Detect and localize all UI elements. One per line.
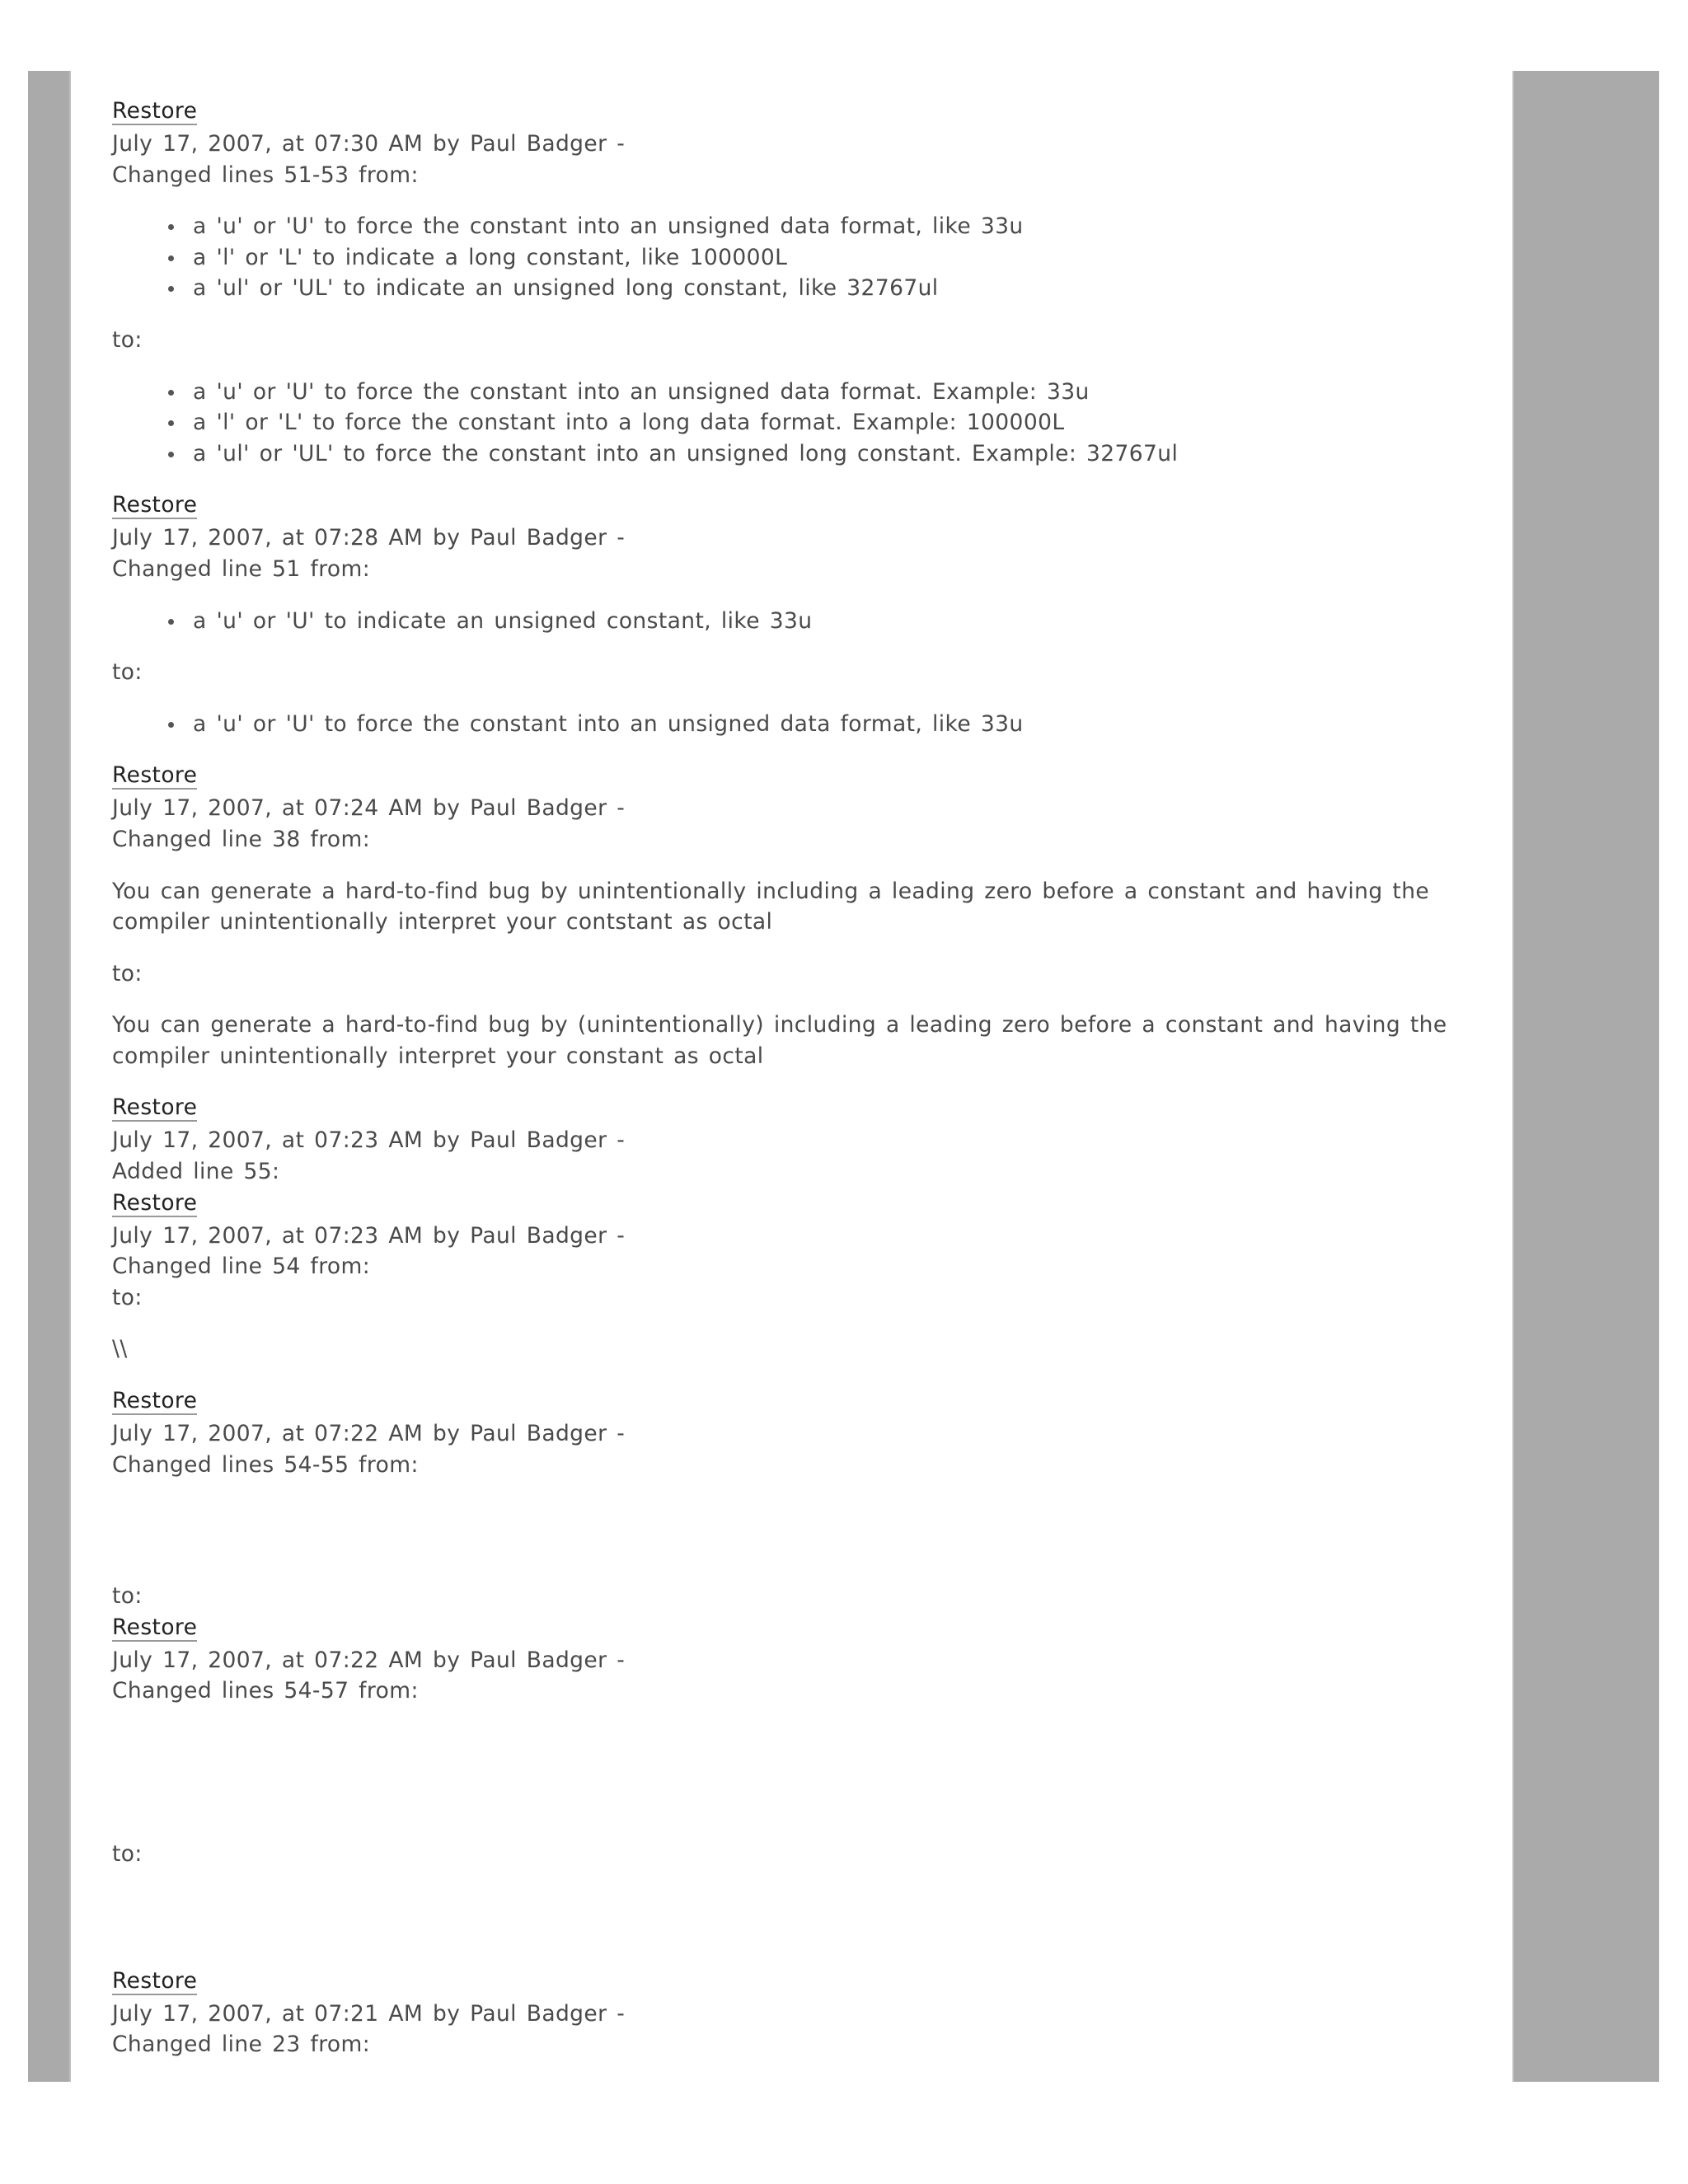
change-description: Changed line 23 from: [112,2032,371,2058]
history-entry [112,96,1464,469]
history-entry [112,1385,1464,1612]
empty-diff-block [112,1707,1464,1839]
change-description: Changed line 38 from: [112,826,371,852]
diff-to-list [112,377,1464,470]
restore-link[interactable]: Restore [112,762,198,789]
list-item: a 'l' or 'L' to indicate a long constant, like 100000L [193,242,1464,274]
history-entry [112,1092,1464,1187]
to-label: to: [112,1583,143,1610]
entry-meta: July 17, 2007, at 07:23 AM by Paul Badger - [112,1127,626,1154]
change-description: Changed line 51 from: [112,555,371,582]
restore-link[interactable]: Restore [112,492,198,518]
restore-link[interactable]: Restore [112,1967,198,1994]
change-description: Changed line 54 from: [112,1254,371,1280]
entry-meta: July 17, 2007, at 07:22 AM by Paul Badger - [112,1421,626,1447]
restore-link[interactable]: Restore [112,1094,198,1121]
to-label: to: [112,659,143,686]
history-entry [112,1188,1464,1365]
empty-diff-block [112,1870,1464,1966]
list-item: a 'u' or 'U' to force the constant into an unsigned data format. Example: 33u [193,377,1464,408]
diff-to-text: You can generate a hard-to-find bug by (unintentionally) including a leading zero before a constant and having the compiler unintentionally interpret your constant as octal [112,1012,1447,1069]
entry-meta: July 17, 2007, at 07:22 AM by Paul Badger - [112,1647,626,1673]
entry-meta: July 17, 2007, at 07:30 AM by Paul Badger - [112,131,626,157]
restore-link[interactable]: Restore [112,1388,198,1414]
empty-diff-block [112,1480,1464,1581]
history-entry [112,760,1464,1071]
right-rail [1512,71,1659,2082]
list-item: a 'l' or 'L' to force the constant into a long data format. Example: 100000L [193,407,1464,438]
change-description: Changed lines 54-57 from: [112,1678,419,1704]
change-description: Changed lines 51-53 from: [112,162,419,188]
diff-from-list [112,211,1464,304]
entry-meta: July 17, 2007, at 07:24 AM by Paul Badger - [112,795,626,822]
to-label: to: [112,1284,143,1310]
list-item: a 'u' or 'U' to force the constant into an unsigned data format, like 33u [193,211,1464,242]
left-rail [28,71,71,2082]
history-entry [112,1966,1464,2060]
history-entry [112,490,1464,739]
to-label: to: [112,960,143,987]
restore-link[interactable]: Restore [112,98,198,124]
list-item: a 'ul' or 'UL' to indicate an unsigned long constant, like 32767ul [193,273,1464,304]
entry-meta: July 17, 2007, at 07:23 AM by Paul Badger - [112,1222,626,1249]
restore-link[interactable]: Restore [112,1614,198,1640]
page-history-content [112,96,1464,2060]
list-item: a 'ul' or 'UL' to force the constant into an unsigned long constant. Example: 32767ul [193,438,1464,470]
entry-meta: July 17, 2007, at 07:21 AM by Paul Badger - [112,2000,626,2027]
diff-to-list [112,709,1464,740]
list-item: a 'u' or 'U' to indicate an unsigned constant, like 33u [193,606,1464,637]
diff-from-list [112,606,1464,637]
change-description: Changed lines 54-55 from: [112,1451,419,1478]
history-entry [112,1612,1464,1966]
diff-to-text: \\ [112,1336,128,1362]
diff-from-text: You can generate a hard-to-find bug by unintentionally including a leading zero before a constant and having the compiler unintentionally interpret your contstant as octal [112,878,1430,935]
to-label: to: [112,326,143,353]
list-item: a 'u' or 'U' to force the constant into an unsigned data format, like 33u [193,709,1464,740]
change-description: Added line 55: [112,1159,280,1185]
restore-link[interactable]: Restore [112,1189,198,1216]
to-label: to: [112,1841,143,1867]
entry-meta: July 17, 2007, at 07:28 AM by Paul Badger - [112,525,626,551]
